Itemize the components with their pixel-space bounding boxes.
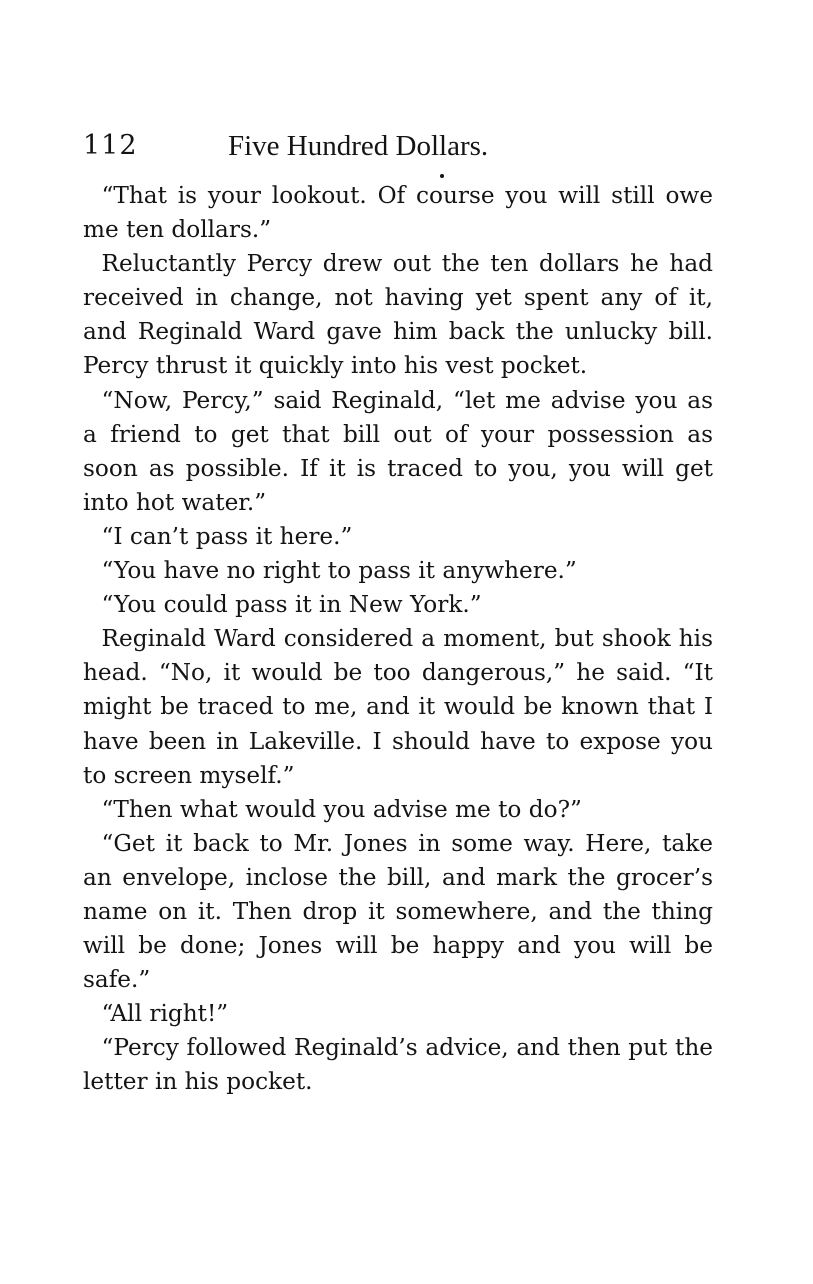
paragraph: “Get it back to Mr. Jones in some way. Here, take an envelope, inclose the bill, and mark the grocer’s name on it. Then drop it somewhere, and the thing will be done; Jones will be happy and you will be safe.” — [83, 829, 713, 994]
book-page — [83, 126, 713, 1100]
paragraph: Reluctantly Percy drew out the ten dollars he had received in change, not having yet spent any of it, and Reginald Ward gave him back the unlucky bill. Percy thrust it quickly into his vest pocket. — [83, 250, 713, 380]
running-head — [83, 126, 713, 166]
paragraph: “You could pass it in New York.” — [101, 591, 482, 619]
print-speck — [440, 174, 444, 178]
paragraph: “You have no right to pass it anywhere.” — [101, 557, 577, 585]
paragraph: “All right!” — [101, 1000, 229, 1028]
body-text — [83, 179, 713, 1100]
paragraph: “Now, Percy,” said Reginald, “let me advise you as a friend to get that bill out of your possession as soon as possible. If it is traced to you, you will get into hot water.” — [83, 386, 713, 516]
paragraph: “Then what would you advise me to do?” — [101, 795, 582, 823]
paragraph: “I can’t pass it here.” — [101, 522, 353, 550]
page-number: 112 — [83, 130, 138, 161]
paragraph: “Percy followed Reginald’s advice, and then put the letter in his pocket. — [83, 1034, 713, 1096]
running-title: Five Hundred Dollars. — [228, 130, 489, 162]
paragraph: “That is your lookout. Of course you will still owe me ten dollars.” — [83, 182, 713, 244]
paragraph: Reginald Ward considered a moment, but shook his head. “No, it would be too dangerous,” he said. “It might be traced to me, and it would be known that I have been in Lakeville. I should have to expose you to screen myself.” — [83, 625, 713, 789]
